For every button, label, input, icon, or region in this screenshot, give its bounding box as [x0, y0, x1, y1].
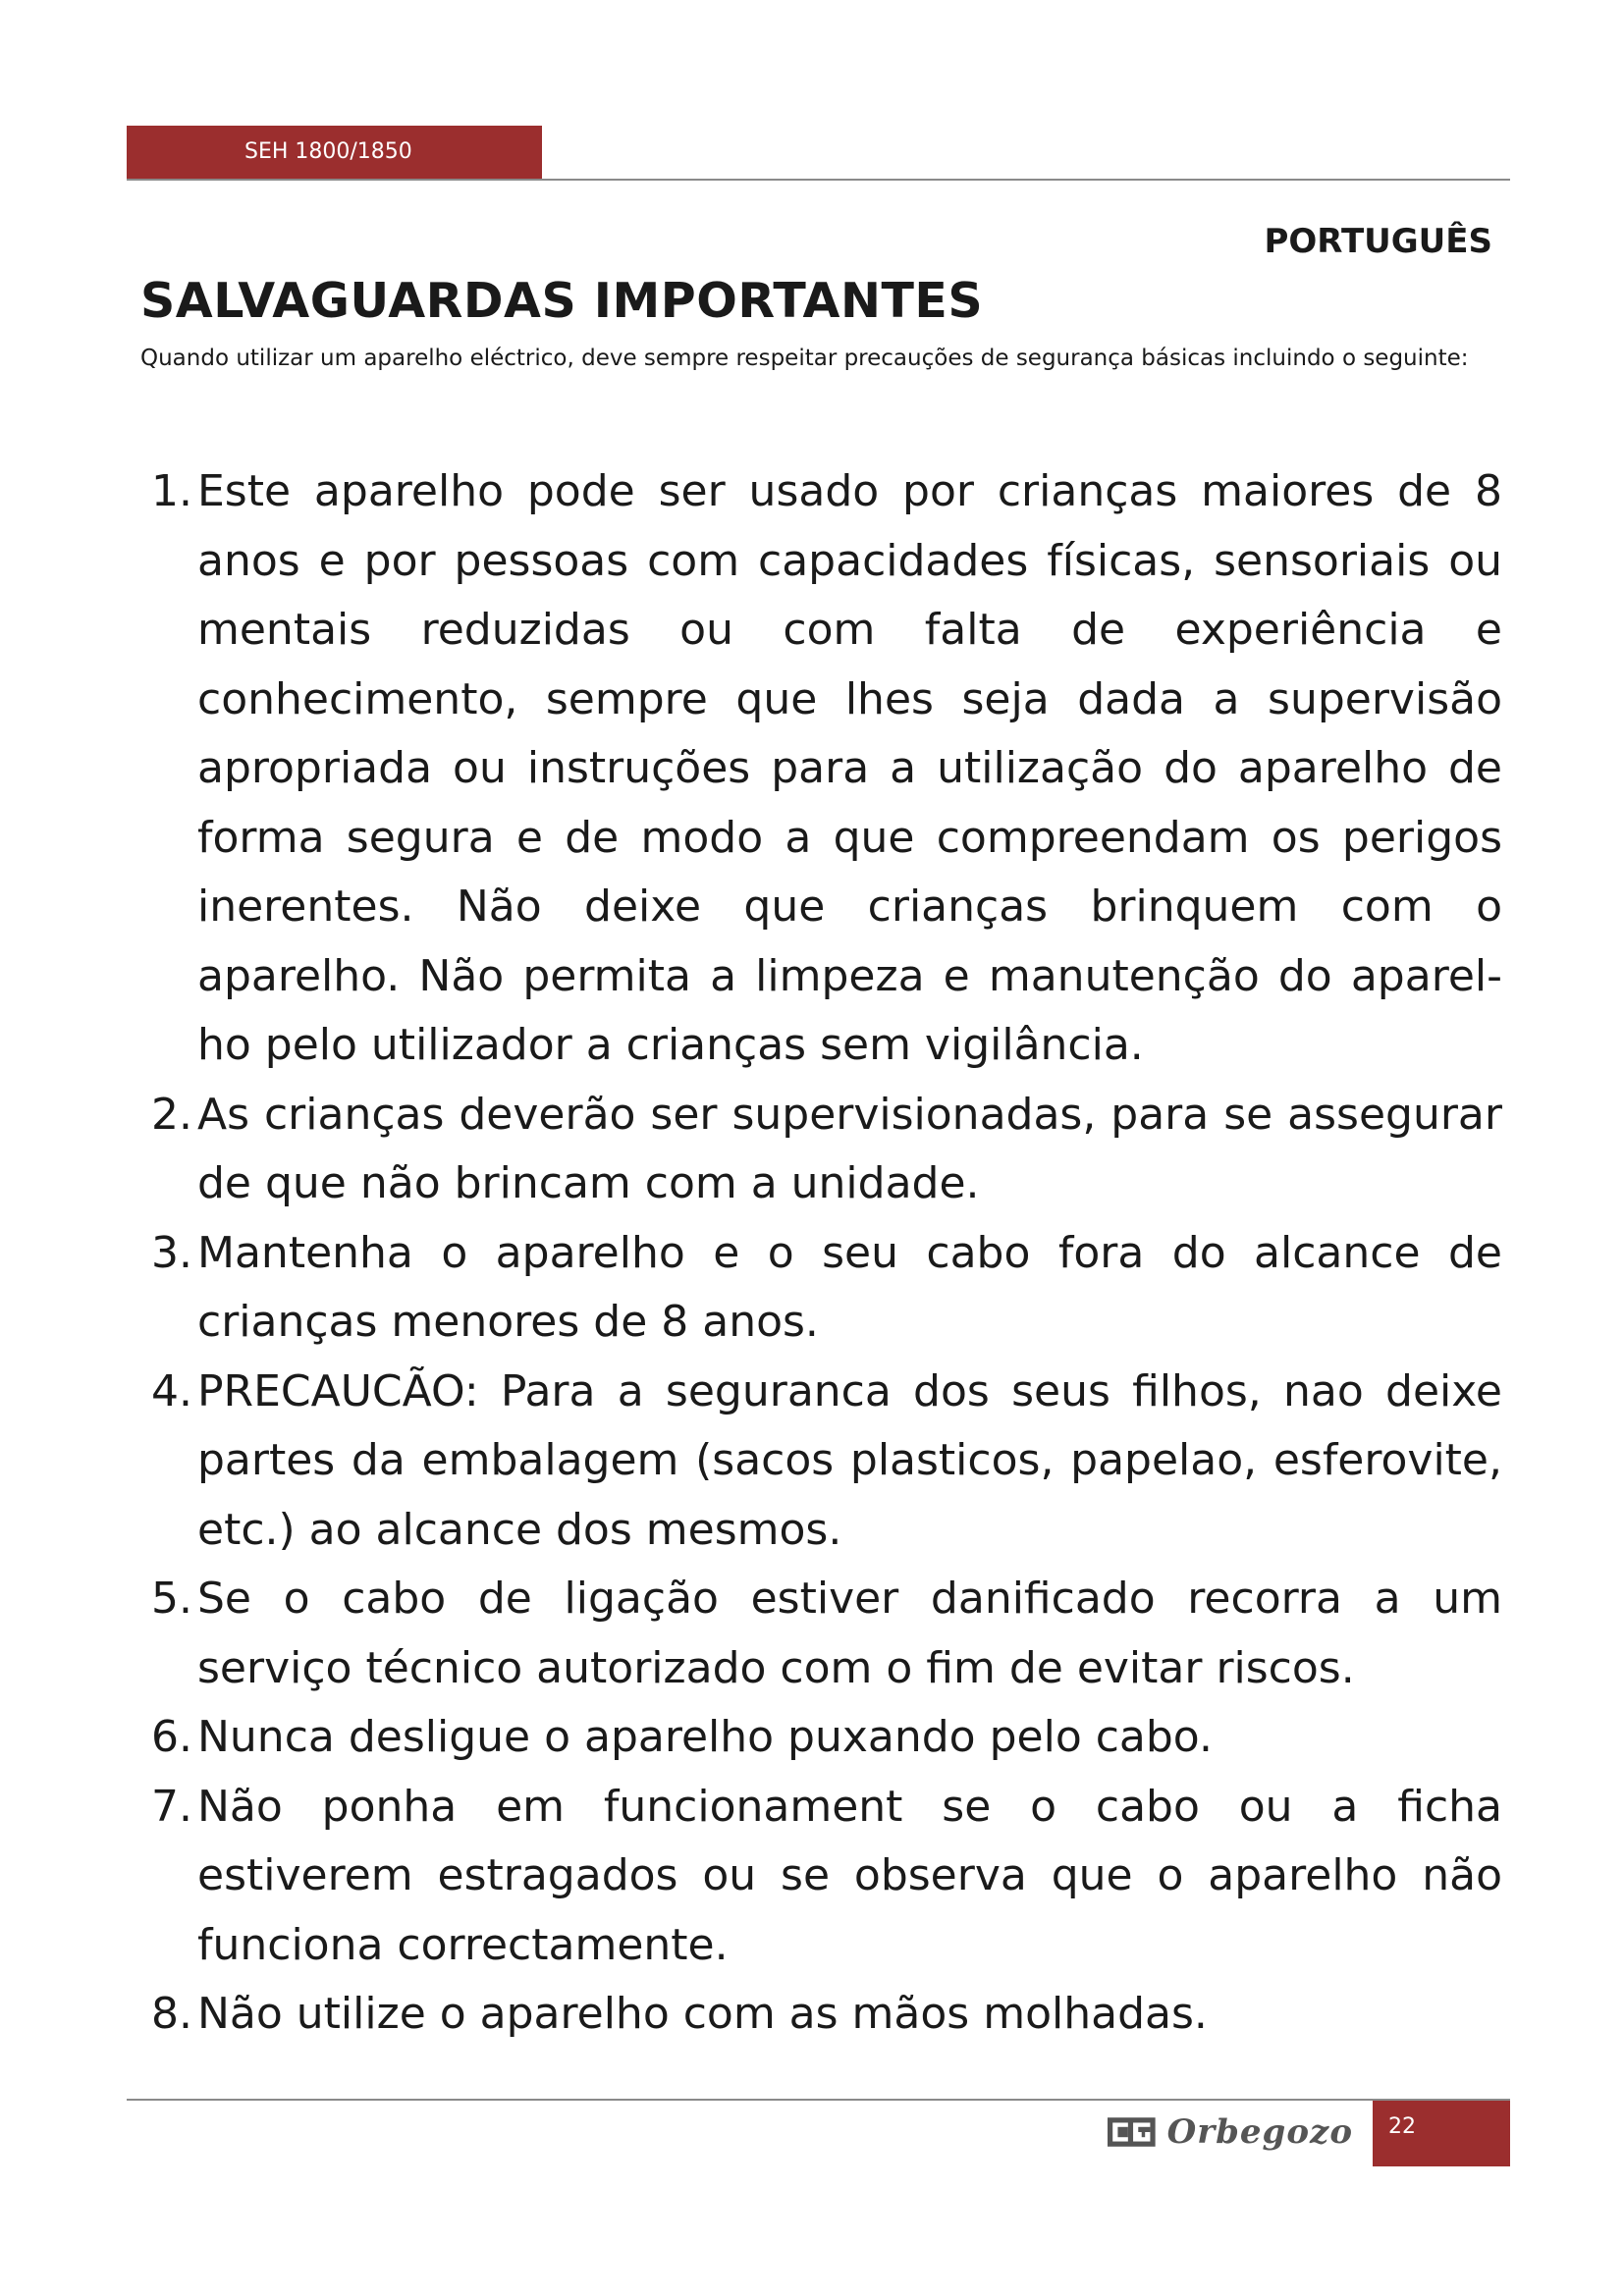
cg-logo-icon — [1108, 2115, 1156, 2149]
brand-name: Orbegozo — [1166, 2112, 1353, 2152]
model-tab — [127, 126, 542, 179]
footer-divider — [127, 2099, 1510, 2101]
item-text: PRECAUCÃO: Para a seguranca dos seus filhos, nao deixe partes da embalagem (sacos plasticos, papelao, esferovite, etc.) ao alcance dos mesmos. — [197, 1365, 1502, 1555]
list-item — [151, 457, 1502, 1081]
list-item — [151, 1081, 1502, 1219]
header-divider — [127, 179, 1510, 181]
list-item — [151, 1219, 1502, 1358]
item-number: 7. — [151, 1781, 192, 1832]
list-item — [151, 1980, 1502, 2050]
item-text: Mantenha o aparelho e o seu cabo fora do alcance de crianças menores de 8 anos. — [197, 1227, 1502, 1347]
item-text: Este aparelho pode ser usado por crianças maiores de 8 anos e por pessoas com capacidades físicas, sensoriais ou mentais reduzidas ou com falta de experiência e conhecimento, sempre que lhes seja dada a supervisão apropriada ou instruções para a utilização do aparelho de forma segura e de modo a que compreendam os perigos inerentes. Não deixe que crianças brinquem com o aparelho. Não permita a limpeza e manutenção do aparel-ho pelo utilizador a crianças sem vigilância. — [197, 466, 1502, 1070]
item-number: 3. — [151, 1227, 192, 1278]
language-label: PORTUGUÊS — [1264, 222, 1492, 261]
item-number: 8. — [151, 1989, 192, 2039]
item-number: 6. — [151, 1712, 192, 1762]
item-number: 2. — [151, 1089, 192, 1140]
brand-logo — [1108, 2110, 1353, 2154]
page-number — [1373, 2101, 1510, 2166]
list-item — [151, 1565, 1502, 1703]
item-text: Se o cabo de ligação estiver danificado recorra a um serviço técnico autorizado com o fim de evitar riscos. — [197, 1574, 1502, 1693]
intro-text: Quando utilizar um aparelho eléctrico, deve sempre respeitar precauções de segurança básicas incluindo o seguinte: — [140, 346, 1469, 371]
safety-list — [151, 457, 1502, 2050]
item-number: 1. — [151, 466, 192, 516]
item-number: 4. — [151, 1365, 192, 1416]
list-item — [151, 1703, 1502, 1773]
item-number: 5. — [151, 1574, 192, 1624]
item-text: Não ponha em funcionament se o cabo ou a ficha estiverem estragados ou se observa que o aparelho não funciona correctamente. — [197, 1781, 1502, 1970]
item-text: Nunca desligue o aparelho puxando pelo cabo. — [197, 1712, 1213, 1762]
list-item — [151, 1358, 1502, 1566]
list-item — [151, 1773, 1502, 1981]
item-text: Não utilize o aparelho com as mãos molhadas. — [197, 1989, 1208, 2039]
model-label: SEH 1800/1850 — [244, 139, 412, 164]
page-title: SALVAGUARDAS IMPORTANTES — [140, 273, 984, 329]
page-number-label: 22 — [1388, 2114, 1416, 2139]
item-text: As crianças deverão ser supervisionadas, para se assegurar de que não brincam com a unidade. — [197, 1089, 1502, 1208]
